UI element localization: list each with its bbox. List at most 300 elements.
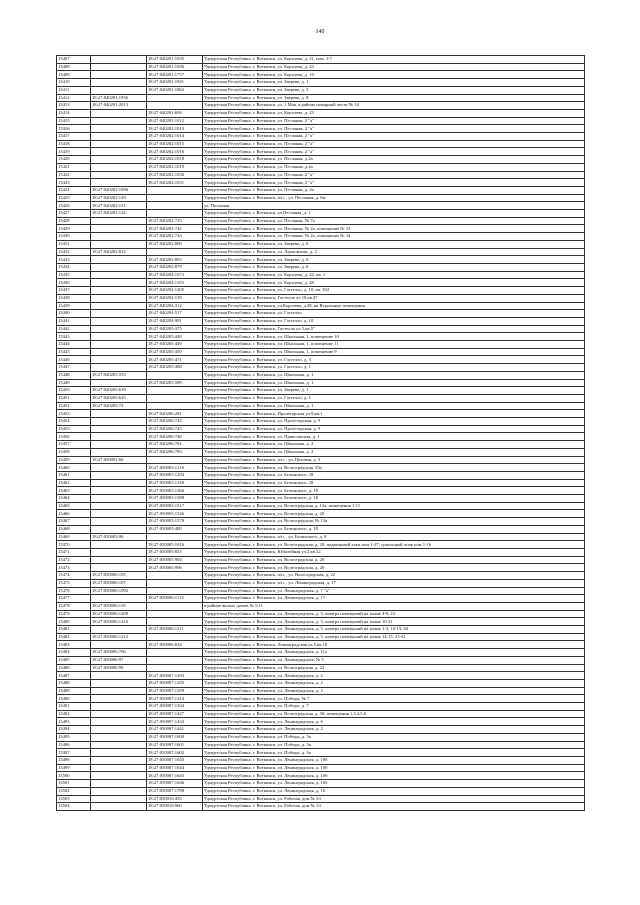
row-number-cell: 13435	[57, 271, 91, 279]
address-cell: Удмуртская Республика, г. Воткинск, ул. Ленинградская, д. 6	[203, 718, 585, 726]
land-cadastral-number-cell	[91, 733, 147, 741]
address-cell: Удмуртская Республика, г. Воткинск, ул. Ленинградская, д. 2	[203, 672, 585, 680]
table-row	[57, 117, 585, 125]
building-cadastral-number-cell: 18:27:050007:1299	[147, 687, 203, 695]
building-cadastral-number-cell: 18:27:050007:1441	[147, 726, 203, 734]
table-row	[57, 587, 585, 595]
address-cell: Удмуртская Республика, г. Воткинск, ул. Песчаная, 2 "а"	[203, 117, 585, 125]
land-cadastral-number-cell	[91, 549, 147, 557]
building-cadastral-number-cell: 18:27:040205:488	[147, 364, 203, 372]
land-cadastral-number-cell	[91, 287, 147, 295]
land-cadastral-number-cell: 18:27:040202:129	[91, 194, 147, 202]
address-cell: Удмуртская Республика, г. Воткинск, ул. Ленинградская, д. 17	[203, 595, 585, 603]
table-row	[57, 733, 585, 741]
table-row	[57, 764, 585, 772]
building-cadastral-number-cell: 18:27:040201:1635	[147, 56, 203, 64]
building-cadastral-number-cell: 18:27:050007:1601	[147, 741, 203, 749]
building-cadastral-number-cell	[147, 656, 203, 664]
table-row	[57, 394, 585, 402]
table-row	[57, 71, 585, 79]
land-cadastral-number-cell: 18:27:040202:812	[91, 248, 147, 256]
land-cadastral-number-cell	[91, 541, 147, 549]
building-cadastral-number-cell: 18:27:040202:1015	[147, 140, 203, 148]
address-cell: Удмуртская Республика, г. Воткинск, ул. Школьная, д. 2	[203, 441, 585, 449]
land-cadastral-number-cell	[91, 703, 147, 711]
table-row	[57, 595, 585, 603]
address-cell: Удмуртская Республика, г. Воткинск, ул. Королева, д. 28	[203, 279, 585, 287]
address-cell: Удмуртская Республика, г. Воткинск, ул. Волгоградская, д. 13а, помещения 1-11	[203, 502, 585, 510]
row-number-cell: 13488	[57, 679, 91, 687]
land-cadastral-number-cell	[91, 279, 147, 287]
row-number-cell: 13476	[57, 587, 91, 595]
address-cell: Удмуртская Республика, г. Воткинск, ул. Волгоградская, № 13а	[203, 518, 585, 526]
building-cadastral-number-cell: 18:27:040204:312	[147, 302, 203, 310]
row-number-cell: 13465	[57, 502, 91, 510]
address-cell: Удмуртская Республика, г. Воткинск, ул. Белинского, д. 18	[203, 495, 585, 503]
address-cell: Удмуртская Республика, г. Воткинск, ул. Ленинградская, д. 5, номера помещений на плане 16-21	[203, 618, 585, 626]
table-row	[57, 641, 585, 649]
building-cadastral-number-cell: 18:27:040202:1013	[147, 125, 203, 133]
row-number-cell: 13483	[57, 641, 91, 649]
address-cell: Удмуртская Республика, г. Воткинск, ул. Гастелло, д. 1	[203, 394, 585, 402]
table-row	[57, 749, 585, 757]
table-row	[57, 695, 585, 703]
land-cadastral-number-cell	[91, 379, 147, 387]
table-row	[57, 710, 585, 718]
page-number: 140	[315, 29, 325, 35]
row-number-cell: 13411	[57, 86, 91, 94]
row-number-cell: 13462	[57, 479, 91, 487]
address-cell: в районе жилых домов № 5,11	[203, 602, 585, 610]
row-number-cell: 13426	[57, 202, 91, 210]
table-row	[57, 687, 585, 695]
address-cell: Удмуртская Республика, г. Воткинск, ул. Королева, д. 21, пом. 1-7	[203, 56, 585, 64]
land-cadastral-number-cell	[91, 756, 147, 764]
table-row	[57, 495, 585, 503]
address-cell: Удмуртская Республика, г. Воткинск, ул. Зверева, д. 6	[203, 240, 585, 248]
table-row	[57, 256, 585, 264]
land-cadastral-number-cell	[91, 425, 147, 433]
table-row	[57, 410, 585, 418]
land-cadastral-number-cell	[91, 564, 147, 572]
building-cadastral-number-cell: 18:27:050003:1294	[147, 471, 203, 479]
address-cell: Удмуртская Республика, г. Воткинск, ул. Пролетарская, д. 9	[203, 418, 585, 426]
address-cell: Удмуртская Республика, г. Воткинск, ул. Белинского, 18	[203, 479, 585, 487]
land-cadastral-number-cell	[91, 341, 147, 349]
land-cadastral-number-cell	[91, 240, 147, 248]
address-cell: Удмуртская Республика, г. Воткинск, ул. Ленинградская, д. 10б	[203, 772, 585, 780]
table-row	[57, 502, 585, 510]
table-row	[57, 94, 585, 102]
building-cadastral-number-cell: 18:27:050007:1314	[147, 695, 203, 703]
table-row	[57, 579, 585, 587]
land-cadastral-number-cell: 18:27:050006:1210	[91, 618, 147, 626]
row-number-cell: 13470	[57, 541, 91, 549]
row-number-cell: 13493	[57, 718, 91, 726]
land-cadastral-number-cell	[91, 294, 147, 302]
row-number-cell: 13450	[57, 387, 91, 395]
building-cadastral-number-cell: 18:27:050005:906	[147, 564, 203, 572]
building-cadastral-number-cell: 18:27:050010:435	[147, 795, 203, 803]
building-cadastral-number-cell: 18:27:040205:471	[147, 356, 203, 364]
building-cadastral-number-cell: 18:27:040202:1016	[147, 148, 203, 156]
address-cell: Удмуртская Республика, г. Воткинск, Ленинградская ул.5,кв.18	[203, 641, 585, 649]
row-number-cell: 13460	[57, 464, 91, 472]
building-cadastral-number-cell: 18:27:050006:1211	[147, 626, 203, 634]
address-cell: Удмуртская Республика, г. Воткинск, Гастелло ул.5,кв.5"	[203, 325, 585, 333]
building-cadastral-number-cell: 18:27:050007:1788	[147, 787, 203, 795]
address-cell: Удмуртская Республика, г. Воткинск, ул. Школьная, 1, помещение 10	[203, 333, 585, 341]
building-cadastral-number-cell: 18:27:040206:744	[147, 418, 203, 426]
building-cadastral-number-cell	[147, 664, 203, 672]
row-number-cell: 13428	[57, 217, 91, 225]
building-cadastral-number-cell	[147, 194, 203, 202]
row-number-cell: 13491	[57, 703, 91, 711]
land-cadastral-number-cell	[91, 495, 147, 503]
table-row	[57, 148, 585, 156]
address-cell: Удмуртская Республика, г. Воткинск, ул. Белинского, д. 18	[203, 525, 585, 533]
building-cadastral-number-cell	[147, 633, 203, 641]
land-cadastral-number-cell: 18:27:040201:1936	[91, 94, 147, 102]
address-cell: Удмуртская Республика, г. Воткинск, ул. Песчаная, № 7а	[203, 217, 585, 225]
building-cadastral-number-cell: 18:27:050003:1526	[147, 510, 203, 518]
address-cell: Удмуртская Республика, г. Воткинск, ул. Ленинградская, д. 2	[203, 679, 585, 687]
row-number-cell: 13420	[57, 156, 91, 164]
table-row	[57, 279, 585, 287]
building-cadastral-number-cell: 18:27:050007:1644	[147, 764, 203, 772]
address-cell: Удмуртская Республика, г. Воткинск, ул. Школьная, 1, помещение 9	[203, 348, 585, 356]
address-cell: Удмуртская Республика, г. Воткинск, ул. Ленинградская, д. 10б	[203, 780, 585, 788]
address-cell: Удмуртская Республика, г. Воткинск, ул. 1 Мая, в районе пожарной части № 14	[203, 102, 585, 110]
table-row	[57, 79, 585, 87]
row-number-cell: 13434	[57, 263, 91, 271]
table-row	[57, 471, 585, 479]
row-number-cell: 13464	[57, 495, 91, 503]
table-row	[57, 672, 585, 680]
table-row	[57, 248, 585, 256]
land-cadastral-number-cell	[91, 687, 147, 695]
address-cell: Удмуртская Республика, г. Воткинск, ул. Белинского, д. 18	[203, 487, 585, 495]
address-cell: Удмуртская Республика, г. Воткинск, ул. Песчаная, 2 "а"	[203, 140, 585, 148]
land-cadastral-number-cell: 18:27:040205:553	[91, 371, 147, 379]
land-cadastral-number-cell	[91, 356, 147, 364]
address-cell: Удмуртская Республика, г. Воткинск, ул. Песчаная, 2 "а"	[203, 171, 585, 179]
building-cadastral-number-cell: 18:27:040205:450	[147, 348, 203, 356]
address-cell: Удмуртская Республика, г. Воткинск, ул. Победы, д. 3а	[203, 749, 585, 757]
table-row	[57, 772, 585, 780]
table-row	[57, 317, 585, 325]
land-cadastral-number-cell: 18:27:050006:105	[91, 572, 147, 580]
row-number-cell: 13425	[57, 194, 91, 202]
row-number-cell: 13409	[57, 71, 91, 79]
table-row	[57, 533, 585, 541]
table-row	[57, 156, 585, 164]
address-cell: Удмуртская Республика, г. Воткинск, ул. Королева, д. 22, кв. 1	[203, 271, 585, 279]
address-cell: Удмуртская Республика, г. Воткинск, ул. Волгоградская, д. 20, подвальный этаж пом 1-27, цокольный этаж пом 1-16	[203, 541, 585, 549]
row-number-cell: 13496	[57, 741, 91, 749]
land-cadastral-number-cell	[91, 695, 147, 703]
land-cadastral-number-cell	[91, 510, 147, 518]
table-row	[57, 263, 585, 271]
row-number-cell: 13494	[57, 726, 91, 734]
table-row	[57, 664, 585, 672]
land-cadastral-number-cell	[91, 772, 147, 780]
building-cadastral-number-cell: 18:27:050003:1216	[147, 464, 203, 472]
building-cadastral-number-cell: 18:27:040201:1862	[147, 86, 203, 94]
building-cadastral-number-cell: 18:27:050010:960	[147, 803, 203, 811]
table-row	[57, 402, 585, 410]
table-row	[57, 302, 585, 310]
row-number-cell: 13447	[57, 364, 91, 372]
row-number-cell: 13504	[57, 803, 91, 811]
address-cell: Удмуртская Республика, г. Воткинск, ул. Волгоградская, д. 20	[203, 510, 585, 518]
table-row	[57, 333, 585, 341]
address-cell: Удмуртская Республика, г. Воткинск, ул. Волгоградская, д. 20	[203, 556, 585, 564]
land-cadastral-number-cell	[91, 795, 147, 803]
table-row	[57, 425, 585, 433]
land-cadastral-number-cell: 18:27:050006:98	[91, 664, 147, 672]
row-number-cell: 13407	[57, 56, 91, 64]
address-cell: Удмуртская Республика, г. Воткинск, ул. Школьная, д. 1	[203, 379, 585, 387]
address-cell: Удмуртская Республика, г. Воткинск, п/п. , ул. Ленинградская, д. 17	[203, 579, 585, 587]
address-cell: Удмуртская Республика, г. Воткинск, ул. Школьная, д. 2	[203, 448, 585, 456]
address-cell: Удмуртская Республика, г. Воткинск, Пролетарская ул.9,кв.1	[203, 410, 585, 418]
row-number-cell: 13439	[57, 302, 91, 310]
table-row	[57, 525, 585, 533]
row-number-cell: 13427	[57, 210, 91, 218]
row-number-cell: 13443	[57, 333, 91, 341]
row-number-cell: 13429	[57, 225, 91, 233]
table-row	[57, 464, 585, 472]
table-row	[57, 387, 585, 395]
building-cadastral-number-cell: 18:27:040202:800	[147, 240, 203, 248]
address-cell: Удмуртская Республика, г. Воткинск, п/п. , ул. Белинского, д. 8	[203, 533, 585, 541]
building-cadastral-number-cell: 18:27:050006:1113	[147, 595, 203, 603]
land-cadastral-number-cell	[91, 787, 147, 795]
address-cell: Удмуртская Республика, г. Воткинск, п/п. , ул. Цеховая, д. 5	[203, 456, 585, 464]
land-cadastral-number-cell	[91, 718, 147, 726]
row-number-cell: 13422	[57, 171, 91, 179]
address-cell: Удмуртская Республика, г. Воткинск, ул. Победы, д. 7	[203, 703, 585, 711]
row-number-cell: 13453	[57, 410, 91, 418]
address-cell: Удмуртская Республика, г. Воткинск, п/п. , ул. Песчаная, д. 6м	[203, 194, 585, 202]
building-cadastral-number-cell	[147, 186, 203, 194]
address-cell: Удмуртская Республика, г. Воткинск, ул. Ленинградская, д. 5, номера помещений на плане 14-15, 23-41	[203, 633, 585, 641]
row-number-cell: 13477	[57, 595, 91, 603]
building-cadastral-number-cell	[147, 402, 203, 410]
table-row	[57, 186, 585, 194]
table-row	[57, 456, 585, 464]
land-cadastral-number-cell	[91, 109, 147, 117]
address-cell: Удмуртская Республика, г. Воткинск, ул. Ленинградская, д. 10б	[203, 764, 585, 772]
land-cadastral-number-cell: 18:27:040205:625	[91, 394, 147, 402]
address-cell: Удмуртская Республика, г. Воткинск, ул. Песчаная, № 2а, помещение № 13	[203, 225, 585, 233]
address-cell: Удмуртская Республика, г. Воткинск, Юбилейная ул.2,кв.22	[203, 549, 585, 557]
land-cadastral-number-cell: 18:27:040202:132	[91, 210, 147, 218]
address-cell: Удмуртская Республика, г. Воткинск, ул. Ленинградская, д. 10б	[203, 756, 585, 764]
address-cell: Удмуртская Республика, г. Воткинск, ул. Ленинградская, д. 16	[203, 787, 585, 795]
building-cadastral-number-cell: 18:27:040204:901	[147, 317, 203, 325]
building-cadastral-number-cell	[147, 210, 203, 218]
table-row	[57, 364, 585, 372]
building-cadastral-number-cell: 18:27:040201:1757	[147, 71, 203, 79]
row-number-cell: 13495	[57, 733, 91, 741]
table-row	[57, 541, 585, 549]
building-cadastral-number-cell: 18:27:040201:1696	[147, 63, 203, 71]
building-cadastral-number-cell: 18:27:040202:725	[147, 217, 203, 225]
row-number-cell: 13432	[57, 248, 91, 256]
building-cadastral-number-cell: 18:27:040206:761	[147, 441, 203, 449]
land-cadastral-number-cell	[91, 595, 147, 603]
address-cell: Удмуртская Республика, г. Воткинск, ул. Волгоградская, 33а	[203, 464, 585, 472]
building-cadastral-number-cell: 18:27:040206:785	[147, 448, 203, 456]
address-cell: Удмуртская Республика, г. Воткинск, ул. Приволжская, д. 1	[203, 433, 585, 441]
building-cadastral-number-cell: 18:27:050007:1427	[147, 710, 203, 718]
land-cadastral-number-cell: 18:27:050006:107	[91, 579, 147, 587]
building-cadastral-number-cell: 18:27:040204:517	[147, 310, 203, 318]
table-row	[57, 556, 585, 564]
land-cadastral-number-cell	[91, 464, 147, 472]
row-number-cell: 13424	[57, 186, 91, 194]
row-number-cell: 13437	[57, 287, 91, 295]
building-cadastral-number-cell: 18:27:040205:448	[147, 333, 203, 341]
address-cell: Удмуртская Республика, г. Воткинск, п/п. , ул. Волгоградская, д. 22	[203, 572, 585, 580]
building-cadastral-number-cell: 18:27:040202:1031	[147, 179, 203, 187]
row-number-cell: 13442	[57, 325, 91, 333]
table-row	[57, 418, 585, 426]
building-cadastral-number-cell: 18:27:050003:1366	[147, 487, 203, 495]
building-cadastral-number-cell	[147, 649, 203, 657]
building-cadastral-number-cell	[147, 618, 203, 626]
land-cadastral-number-cell	[91, 502, 147, 510]
building-cadastral-number-cell: 18:27:050007:1643	[147, 756, 203, 764]
row-number-cell: 13454	[57, 418, 91, 426]
building-cadastral-number-cell: 18:27:040202:742	[147, 225, 203, 233]
table-row	[57, 479, 585, 487]
building-cadastral-number-cell	[147, 394, 203, 402]
land-cadastral-number-cell	[91, 364, 147, 372]
building-cadastral-number-cell: 18:27:040206:745	[147, 425, 203, 433]
land-cadastral-number-cell	[91, 780, 147, 788]
address-cell: Удмуртская Республика, г. Воткинск, ул. Волгоградская, д. 22	[203, 664, 585, 672]
table-row	[57, 125, 585, 133]
building-cadastral-number-cell: 18:27:040202:1019	[147, 163, 203, 171]
building-cadastral-number-cell: 18:27:050005:853	[147, 549, 203, 557]
building-cadastral-number-cell: 18:27:050003:1578	[147, 518, 203, 526]
row-number-cell: 13458	[57, 448, 91, 456]
land-cadastral-number-cell: 18:27:050006:1212	[91, 633, 147, 641]
table-row	[57, 602, 585, 610]
table-row	[57, 649, 585, 657]
row-number-cell: 13449	[57, 379, 91, 387]
table-row	[57, 102, 585, 110]
land-cadastral-number-cell	[91, 117, 147, 125]
row-number-cell: 13480	[57, 618, 91, 626]
row-number-cell: 13466	[57, 510, 91, 518]
building-cadastral-number-cell	[147, 94, 203, 102]
building-cadastral-number-cell: 18:27:040202:1014	[147, 133, 203, 141]
land-cadastral-number-cell	[91, 448, 147, 456]
table-row	[57, 679, 585, 687]
row-number-cell: 13410	[57, 79, 91, 87]
address-cell: Удмуртская Республика, г. Воткинск, ул. Гастелло, д. 10, кв. 102	[203, 287, 585, 295]
land-cadastral-number-cell	[91, 140, 147, 148]
building-cadastral-number-cell	[147, 602, 203, 610]
address-cell: Удмуртская Республика, г. Воткинск, ул. Зверева, д. 6	[203, 256, 585, 264]
address-cell: Удмуртская Республика, г. Воткинск, ул. Рабочая, дом № 33	[203, 803, 585, 811]
table-row	[57, 217, 585, 225]
land-cadastral-number-cell	[91, 233, 147, 241]
land-cadastral-number-cell	[91, 271, 147, 279]
table-row	[57, 171, 585, 179]
address-cell: Удмуртская Республика, г. Воткинск, ул. Гастелло, д. 1	[203, 364, 585, 372]
building-cadastral-number-cell: 18:27:050003:480	[147, 525, 203, 533]
address-cell: Удмуртская Республика, г. Воткинск, ул. Песчаная, д.2а	[203, 163, 585, 171]
building-cadastral-number-cell: 18:27:040202:1012	[147, 117, 203, 125]
building-cadastral-number-cell: 18:27:050007:1645	[147, 772, 203, 780]
building-cadastral-number-cell: 18:27:040202:879	[147, 263, 203, 271]
row-number-cell: 13445	[57, 348, 91, 356]
table-row	[57, 518, 585, 526]
table-row	[57, 348, 585, 356]
land-cadastral-number-cell	[91, 86, 147, 94]
table-row	[57, 803, 585, 811]
row-number-cell: 13448	[57, 371, 91, 379]
registry-table-body	[57, 56, 585, 811]
table-row	[57, 741, 585, 749]
row-number-cell: 13484	[57, 649, 91, 657]
address-cell: Удмуртская Республика, г. Воткинск, ул. Ленинградская, д. 5, номера помещений на плане 1-3, 10-13, 44	[203, 626, 585, 634]
address-cell: Удмуртская Республика, г. Воткинск, ул. Победы, д. 3а	[203, 741, 585, 749]
table-row	[57, 233, 585, 241]
land-cadastral-number-cell	[91, 256, 147, 264]
land-cadastral-number-cell	[91, 133, 147, 141]
table-row	[57, 572, 585, 580]
row-number-cell: 13413	[57, 102, 91, 110]
land-cadastral-number-cell	[91, 225, 147, 233]
table-row	[57, 756, 585, 764]
table-row	[57, 703, 585, 711]
row-number-cell: 13423	[57, 179, 91, 187]
row-number-cell: 13492	[57, 710, 91, 718]
row-number-cell: 13490	[57, 695, 91, 703]
address-cell: Удмуртская Республика, г. Воткинск, ул. Королева, д. 23	[203, 63, 585, 71]
table-row	[57, 210, 585, 218]
row-number-cell: 13471	[57, 549, 91, 557]
address-cell: Удмуртская Республика, г. Воткинск, ул. Зверева, д. 8	[203, 94, 585, 102]
land-cadastral-number-cell	[91, 333, 147, 341]
land-cadastral-number-cell	[91, 317, 147, 325]
address-cell: Удмуртская Республика, г. Воткинск, ул. Школьная, 1, помещение 11	[203, 341, 585, 349]
table-row	[57, 271, 585, 279]
land-cadastral-number-cell: 18:27:050001:66	[91, 456, 147, 464]
address-cell: Удмуртская Республика, г. Воткинск, ул. Рабочая, дом № 33	[203, 795, 585, 803]
land-cadastral-number-cell	[91, 764, 147, 772]
table-row	[57, 140, 585, 148]
land-cadastral-number-cell: 18:27:050006:97	[91, 656, 147, 664]
address-cell: Удмуртская Республика, г. Воткинск, ул. Ленинградская, д. 7 "а"	[203, 587, 585, 595]
land-cadastral-number-cell	[91, 441, 147, 449]
building-cadastral-number-cell: 18:27:040202:1018	[147, 156, 203, 164]
address-cell: Удмуртская Республика, г. Воткинск, ул. Песчаная, 2 "а"	[203, 148, 585, 156]
building-cadastral-number-cell: 18:27:050007:1334	[147, 703, 203, 711]
land-cadastral-number-cell	[91, 471, 147, 479]
building-cadastral-number-cell: 18:27:050007:1646	[147, 780, 203, 788]
land-cadastral-number-cell	[91, 479, 147, 487]
land-cadastral-number-cell	[91, 148, 147, 156]
table-row	[57, 787, 585, 795]
row-number-cell: 13451	[57, 394, 91, 402]
